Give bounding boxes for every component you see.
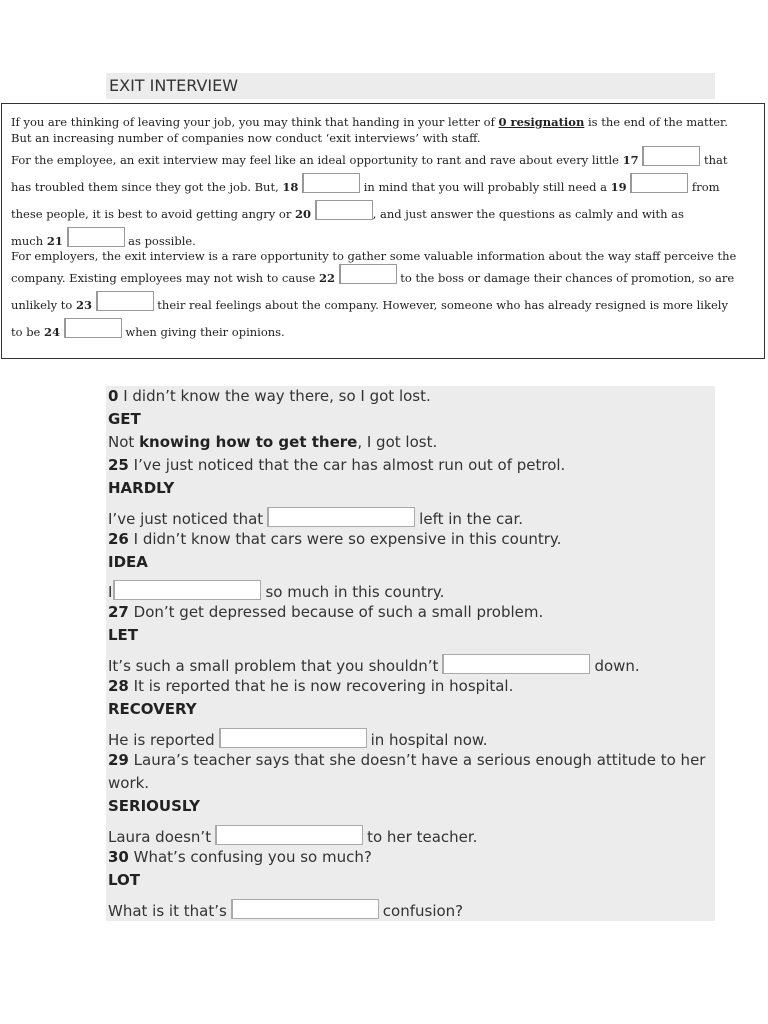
answer-suffix: so much in this country. bbox=[265, 583, 445, 601]
passage-text: when giving their opinions. bbox=[121, 325, 285, 339]
question-number: 26 bbox=[108, 530, 129, 548]
passage-text: much bbox=[11, 234, 47, 248]
passage-text: If you are thinking of leaving your job, you may think that handing in your letter of bbox=[11, 115, 499, 129]
question-sentence bbox=[108, 848, 372, 866]
answer-prefix: Laura doesn’t bbox=[108, 828, 212, 846]
answer-line bbox=[108, 580, 444, 601]
sentence-text: Laura’s teacher says that she doesn’t have a serious enough attitude to her bbox=[128, 751, 706, 769]
question-number: 28 bbox=[108, 677, 129, 695]
answer-suffix: , I got lost. bbox=[357, 433, 438, 451]
answer-line bbox=[108, 899, 463, 920]
answer-input-27[interactable] bbox=[442, 654, 590, 674]
keyword bbox=[108, 871, 140, 889]
question-number: 0 bbox=[108, 387, 119, 405]
question-sentence bbox=[108, 387, 431, 405]
passage-text: to be bbox=[11, 325, 45, 339]
keyword-text: LOT bbox=[108, 871, 141, 889]
answer-prefix: I’ve just noticed that bbox=[108, 510, 264, 528]
question-number: 27 bbox=[108, 603, 129, 621]
example-answer: knowing how to get there bbox=[139, 433, 358, 451]
passage-text: has troubled them since they got the job. But, bbox=[11, 180, 283, 194]
gap-input-20[interactable] bbox=[315, 200, 373, 220]
passage-text: their real feelings about the company. However, someone who has already resigned is more likely bbox=[153, 298, 728, 312]
passage-text: from bbox=[688, 180, 720, 194]
answer-suffix: confusion? bbox=[382, 902, 464, 920]
question-sentence bbox=[108, 530, 561, 548]
keyword-text: GET bbox=[108, 410, 141, 428]
answer-line bbox=[108, 825, 477, 846]
passage-paragraph-3-cont bbox=[11, 264, 754, 345]
exit-interview-passage bbox=[1, 103, 765, 359]
gap-input-24[interactable] bbox=[64, 318, 122, 338]
passage-text: as possible. bbox=[124, 234, 196, 248]
keyword bbox=[108, 410, 141, 428]
question-number: 29 bbox=[108, 751, 129, 769]
passage-text: that bbox=[700, 153, 728, 167]
keyword-text: RECOVERY bbox=[108, 700, 197, 718]
title-bar bbox=[106, 73, 715, 99]
keyword bbox=[108, 797, 200, 815]
keyword bbox=[108, 479, 174, 497]
sentence-text: I’ve just noticed that the car has almost run out of petrol. bbox=[128, 456, 566, 474]
passage-text: to the boss or damage their chances of promotion, so are bbox=[396, 271, 735, 285]
keyword-text: LET bbox=[108, 626, 139, 644]
passage-text: unlikely to bbox=[11, 298, 76, 312]
gap-input-18[interactable] bbox=[302, 173, 360, 193]
question-sentence bbox=[108, 677, 513, 695]
answer-input-29[interactable] bbox=[215, 825, 363, 845]
gap-input-23[interactable] bbox=[96, 291, 154, 311]
sentence-text: I didn’t know the way there, so I got lost. bbox=[118, 387, 431, 405]
keyword bbox=[108, 553, 148, 571]
answer-prefix: Not bbox=[108, 433, 140, 451]
transformations-section bbox=[106, 386, 715, 921]
gap-number-19: 19 bbox=[610, 180, 627, 194]
passage-text: company. Existing employees may not wish to cause bbox=[11, 271, 319, 285]
passage-paragraph-1 bbox=[11, 114, 754, 146]
example-answer: 0 resignation bbox=[498, 115, 585, 129]
keyword bbox=[108, 700, 197, 718]
keyword-text: SERIOUSLY bbox=[108, 797, 200, 815]
question-sentence bbox=[108, 456, 565, 474]
gap-number-21: 21 bbox=[46, 234, 63, 248]
keyword-text: IDEA bbox=[108, 553, 148, 571]
example-answer-line bbox=[108, 433, 437, 451]
passage-text: For the employee, an exit interview may feel like an ideal opportunity to rant and rave about every little bbox=[11, 153, 623, 167]
answer-line bbox=[108, 728, 488, 749]
question-number: 30 bbox=[108, 848, 129, 866]
gap-input-22[interactable] bbox=[339, 264, 397, 284]
sentence-text: I didn’t know that cars were so expensive in this country. bbox=[128, 530, 562, 548]
sentence-text: What’s confusing you so much? bbox=[128, 848, 372, 866]
sentence-text: Don’t get depressed because of such a small problem. bbox=[128, 603, 544, 621]
sentence-text: work. bbox=[108, 774, 150, 792]
gap-input-19[interactable] bbox=[630, 173, 688, 193]
answer-prefix: It’s such a small problem that you shouldn’t bbox=[108, 657, 439, 675]
passage-text: these people, it is best to avoid getting angry or bbox=[11, 207, 296, 221]
keyword bbox=[108, 626, 138, 644]
answer-prefix: I bbox=[108, 583, 113, 601]
gap-input-21[interactable] bbox=[67, 227, 125, 247]
gap-input-17[interactable] bbox=[642, 146, 700, 166]
question-number: 25 bbox=[108, 456, 129, 474]
passage-paragraph-3 bbox=[11, 248, 754, 264]
question-sentence bbox=[108, 603, 543, 621]
answer-input-28[interactable] bbox=[219, 728, 367, 748]
gap-number-23: 23 bbox=[75, 298, 92, 312]
passage-text: But an increasing number of companies now conduct ‘exit interviews’ with staff. bbox=[11, 131, 481, 145]
answer-input-26[interactable] bbox=[113, 580, 261, 600]
page-title: EXIT INTERVIEW bbox=[109, 76, 239, 95]
sentence-text: It is reported that he is now recovering in hospital. bbox=[128, 677, 514, 695]
keyword-text: HARDLY bbox=[108, 479, 175, 497]
question-sentence bbox=[108, 751, 705, 769]
answer-input-30[interactable] bbox=[231, 899, 379, 919]
passage-paragraph-2 bbox=[11, 146, 754, 254]
answer-suffix: to her teacher. bbox=[367, 828, 478, 846]
gap-number-18: 18 bbox=[282, 180, 299, 194]
question-sentence-cont bbox=[108, 774, 149, 792]
gap-number-20: 20 bbox=[295, 207, 312, 221]
passage-text: , and just answer the questions as calmly and with as bbox=[372, 207, 684, 221]
gap-number-22: 22 bbox=[318, 271, 335, 285]
passage-text: is the end of the matter. bbox=[584, 115, 728, 129]
answer-prefix: What is it that’s bbox=[108, 902, 227, 920]
answer-prefix: He is reported bbox=[108, 731, 215, 749]
gap-number-17: 17 bbox=[622, 153, 639, 167]
passage-text: in mind that you will probably still need a bbox=[360, 180, 611, 194]
answer-input-25[interactable] bbox=[267, 507, 415, 527]
answer-suffix: left in the car. bbox=[419, 510, 524, 528]
answer-line bbox=[108, 507, 523, 528]
answer-line bbox=[108, 654, 640, 675]
passage-text: For employers, the exit interview is a rare opportunity to gather some valuable information about the way staff perceive the bbox=[11, 249, 737, 263]
answer-suffix: in hospital now. bbox=[370, 731, 488, 749]
answer-suffix: down. bbox=[594, 657, 640, 675]
gap-number-24: 24 bbox=[44, 325, 61, 339]
